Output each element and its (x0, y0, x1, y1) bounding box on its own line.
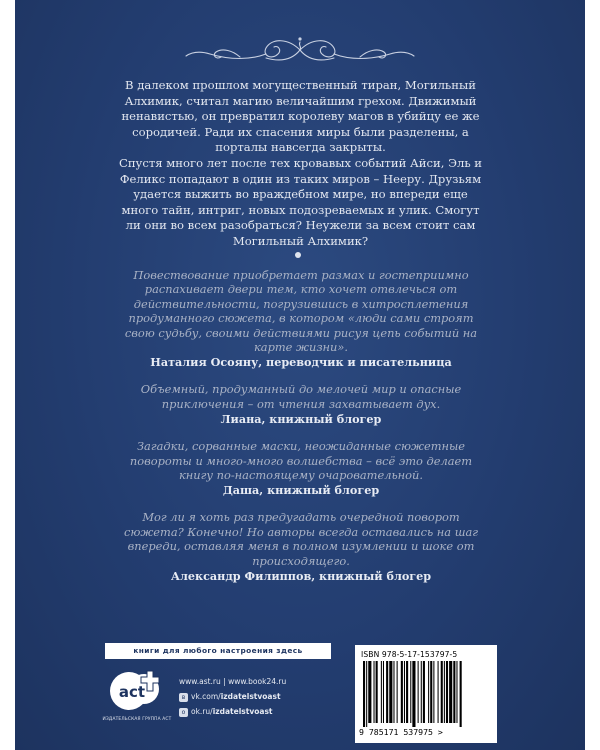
vk-prefix: vk.com/ (191, 692, 221, 701)
publisher-logo-icon (107, 667, 163, 715)
website-link-book24[interactable]: www.book24.ru (228, 677, 287, 686)
barcode-bar (374, 661, 375, 723)
barcode-bar (421, 661, 422, 723)
barcode-bar (446, 661, 448, 723)
barcode-bar (418, 661, 419, 723)
barcode-icon (363, 661, 491, 727)
ok-prefix: ok.ru/ (191, 707, 213, 716)
links-separator: | (220, 677, 229, 686)
publisher-logo-text: act (118, 683, 146, 701)
barcode-bar (386, 661, 388, 723)
review-quote: Повествование приобретает размах и гостеприимно распахивает двери тем, кто хочет отвлечься от действительности, погрузившись в хитросплетения продуманного сюжета, в котором «люди сами строят свою судьбу, своими действиями рисуя цепь событий на карте жизни». (124, 268, 478, 355)
barcode-bar (449, 661, 452, 723)
website-link-ast[interactable]: www.ast.ru (179, 677, 221, 686)
back-cover (15, 0, 585, 750)
barcode-bar (428, 661, 429, 723)
isbn-number: ISBN 978-5-17-153797-5 (361, 650, 458, 659)
slogan-bar: книги для любого настроения здесь (105, 643, 331, 659)
barcode-bar (363, 661, 365, 727)
barcode-bar (389, 661, 392, 723)
barcode-bar (368, 661, 371, 723)
barcode-bar (383, 661, 384, 723)
vk-handle: izdatelstvoast (220, 692, 281, 701)
ok-icon: о (179, 708, 188, 717)
ok-link[interactable] (179, 704, 286, 719)
barcode-bar (456, 661, 457, 723)
barcode-bar (404, 661, 405, 723)
barcode-bar (381, 661, 382, 723)
barcode-bar (453, 661, 455, 723)
barcode-digits: 9 785171 537975 > (359, 727, 443, 737)
review-author: Лиана, книжный блогер (220, 412, 382, 427)
reviews-section (120, 268, 482, 596)
barcode-bar (366, 661, 367, 727)
review-block (120, 510, 482, 583)
vk-icon: в (179, 693, 188, 702)
review-author: Даша, книжный блогер (222, 483, 380, 498)
review-quote: Мог ли я хоть раз предугадать очередной поворот сюжета? Конечно! Но авторы всегда оставались на шаг впереди, оставляя меня в полном изумлении и шоке от происходящего. (123, 510, 479, 568)
decorative-flourish-icon (180, 30, 420, 70)
barcode-bar (412, 661, 415, 727)
barcode-bar (444, 661, 445, 723)
synopsis-paragraph-1: В далеком прошлом могущественный тиран, Могильный Алхимик, считал магию величайшим грехом. Движимый ненавистью, он превратил королеву магов в убийцу ее же сородичей. Ради их спасения миры были разделены, а порталы навсегда закрыты. (121, 78, 480, 155)
barcode-bar (376, 661, 378, 723)
review-block (120, 439, 482, 497)
review-block (120, 268, 482, 369)
review-block (120, 382, 482, 426)
barcode-bar (433, 661, 434, 723)
barcode-bar (423, 661, 425, 723)
barcode-bar (441, 661, 443, 723)
barcode-bar (397, 661, 398, 723)
review-quote: Загадки, сорванные маски, неожиданные сюжетные повороты и много-много волшебства – всё это делает книгу по-настоящему очаровательной. (129, 439, 473, 483)
barcode-bar (401, 661, 403, 723)
barcode-bar (438, 661, 439, 723)
publisher-caption: ИЗДАТЕЛЬСКАЯ ГРУППА АСТ (102, 717, 172, 722)
isbn-barcode-panel (355, 645, 497, 743)
book-synopsis (118, 78, 483, 250)
barcode-bar (430, 661, 432, 723)
barcode-bar (393, 661, 394, 723)
website-links (179, 674, 286, 689)
barcode-bar (460, 661, 462, 727)
review-author: Александр Филиппов, книжный блогер (170, 569, 432, 584)
review-quote: Объемный, продуманный до мелочей мир и опасные приключения – от чтения захватывает дух. (140, 382, 462, 411)
barcode-bar (406, 661, 408, 723)
review-author: Наталия Осояну, переводчик и писательница (150, 355, 452, 370)
section-divider-dot (295, 252, 301, 258)
barcode-bar (410, 661, 411, 723)
ok-handle: izdatelstvoast (212, 707, 273, 716)
vk-link[interactable] (179, 689, 286, 704)
synopsis-paragraph-2: Спустя много лет после тех кровавых событий Айси, Эль и Феликс попадают в один из таких миров – Нееру. Друзьям удается выжить во враждебном мире, но впереди еще много тайн, интриг, новых подозреваемых и улик. Смогут ли они во всем разобраться? Неужели за всем стоит сам Могильный Алхимик? (118, 155, 483, 248)
publisher-links (179, 674, 286, 719)
